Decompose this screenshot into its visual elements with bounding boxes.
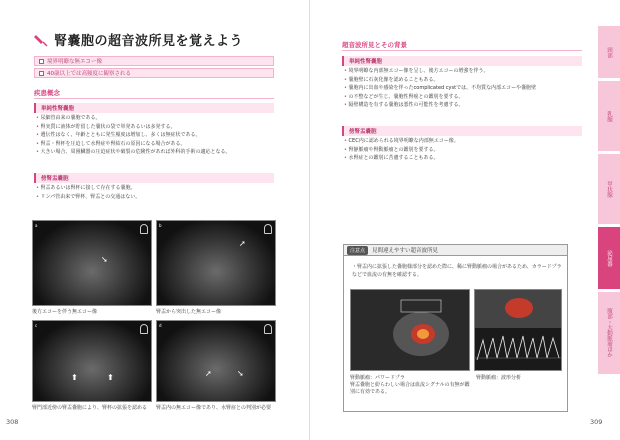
list-item: • 嚢胞内に出血や感染を伴ったcomplicated cystでは、不均質な内部エコーや嚢胞壁	[344, 84, 596, 93]
chapter-tabs	[596, 26, 620, 377]
subheading-parapelvic: 傍腎盂嚢胞	[34, 173, 274, 183]
arrow-icon: ➚	[239, 239, 246, 248]
page-number-left: 308	[6, 418, 19, 426]
list-item: • の不整などが生じ、嚢胞性腎癌との鑑別を要する。	[344, 93, 596, 102]
caption-c: 腎門部近傍の腎盂嚢胞により、腎杯の拡張を認める	[32, 405, 148, 411]
ultrasound-image-a: a ➘	[32, 220, 152, 306]
probe-icon	[34, 33, 48, 47]
summary-item: 境界明瞭な無エコー像	[34, 56, 274, 66]
list-item: • 隔壁構造を有する嚢胞は悪性の可能性を考慮する。	[344, 101, 596, 110]
parapelvic-bullets	[36, 184, 286, 201]
tab-thyroid[interactable]: 甲状腺	[598, 154, 620, 224]
page-title: 腎嚢胞の超音波所見を覚えよう	[54, 34, 244, 49]
attention-title: 見間違えやすい超音波所見	[372, 248, 439, 254]
title-row	[34, 30, 243, 49]
tab-urology[interactable]: 泌尿器	[598, 227, 620, 289]
subheading-simple-cyst: 単純性腎嚢胞	[342, 56, 582, 66]
subheading-simple-cyst: 単純性腎嚢胞	[34, 103, 274, 113]
tab-neck[interactable]: 頸部	[598, 26, 620, 78]
list-item: • 境界明瞭な内部無エコー像を呈し、後方エコーの増強を伴う。	[344, 67, 596, 76]
arrow-icon: ➘	[101, 255, 108, 264]
attention-tag: 注意点	[347, 246, 368, 255]
list-item: • 腎盂・腎杯を圧迫して水腎症や腎結石の原因になる場合がある。	[36, 140, 286, 149]
probe-marker-icon	[264, 324, 272, 334]
section-heading-disease: 疾患概念	[34, 88, 274, 99]
waveform-image	[474, 289, 562, 371]
checkbox-icon	[39, 71, 44, 76]
checkbox-icon	[39, 59, 44, 64]
findings-parapelvic-bullets	[344, 137, 596, 163]
attention-header	[343, 244, 568, 256]
page-number-right: 309	[590, 418, 603, 426]
tab-abdomen[interactable]: 腹部・大動脈瘤ほか	[598, 292, 620, 374]
probe-marker-icon	[140, 224, 148, 234]
list-item: • 遺伝性はなく、年齢とともに発生頻度は増加し、多くは無症状である。	[36, 131, 286, 140]
tab-breast[interactable]: 乳腺	[598, 81, 620, 151]
simple-cyst-bullets	[36, 114, 286, 157]
list-item: • CEC内に認められる境界明瞭な内部無エコー像。	[344, 137, 596, 146]
arrow-icon: ➘	[237, 369, 244, 378]
arrow-icon: ➚	[205, 369, 212, 378]
ultrasound-image-c: c ⬆ ⬆	[32, 320, 152, 402]
section-heading-findings: 超音波所見とその背景	[342, 40, 582, 51]
waveform-caption: 腎動脈瘤：波形分析	[476, 375, 522, 381]
list-item: • 腎実質に液体が貯留した嚢状の袋で単発あるいは多発する。	[36, 123, 286, 132]
list-item: • 腎盂あるいは腎杯に接して存在する嚢胞。	[36, 184, 286, 193]
findings-simple-bullets	[344, 67, 596, 110]
probe-marker-icon	[264, 224, 272, 234]
list-item: • 尿細管由来の嚢胞である。	[36, 114, 286, 123]
doppler-caption: 腎動脈瘤：パワードプラ 腎盂嚢胞と紛らわしい場合は血流シグナルの有無が鑑別に有効である。	[350, 375, 470, 395]
attention-box	[343, 244, 568, 412]
ultrasound-image-b: b ➚	[156, 220, 276, 306]
list-item: • 大きい場合、周囲臓器の圧迫症状や破裂の危険性があれば外科的手術の適応となる。	[36, 148, 286, 157]
summary-item: 40歳以上では高頻度に観察される	[34, 68, 274, 78]
list-item: • リンパ管由来で腎杯、腎盂との交通はない。	[36, 193, 286, 202]
ultrasound-image-d: d ➚ ➘	[156, 320, 276, 402]
list-item: • 嚢胞壁に石灰化像を認めることもある。	[344, 76, 596, 85]
caption-b: 腎盂から突出した無エコー像	[156, 309, 222, 315]
power-doppler-image	[350, 289, 470, 371]
summary-box	[34, 56, 274, 80]
power-doppler-graphic	[351, 290, 470, 371]
subheading-parapelvic: 傍腎盂嚢胞	[342, 126, 582, 136]
caption-d: 腎盂内の無エコー像であり、水腎症との判別が必要	[156, 405, 272, 411]
arrow-icon: ⬆	[107, 373, 114, 382]
caption-a: 後方エコーを伴う無エコー像	[32, 309, 98, 315]
list-item: • 腎静脈瘤や腎動脈瘤との鑑別を要する。	[344, 146, 596, 155]
arrow-icon: ⬆	[71, 373, 78, 382]
list-item: • 水腎症との鑑別に苦慮することもある。	[344, 154, 596, 163]
probe-marker-icon	[140, 324, 148, 334]
waveform-graphic	[475, 290, 562, 371]
attention-text: ・腎盂内に拡張した嚢胞様部分を認めた際に、稀に腎動脈瘤の場合があるため、カラードプラなどで血流の有無を確認する。	[352, 264, 562, 278]
